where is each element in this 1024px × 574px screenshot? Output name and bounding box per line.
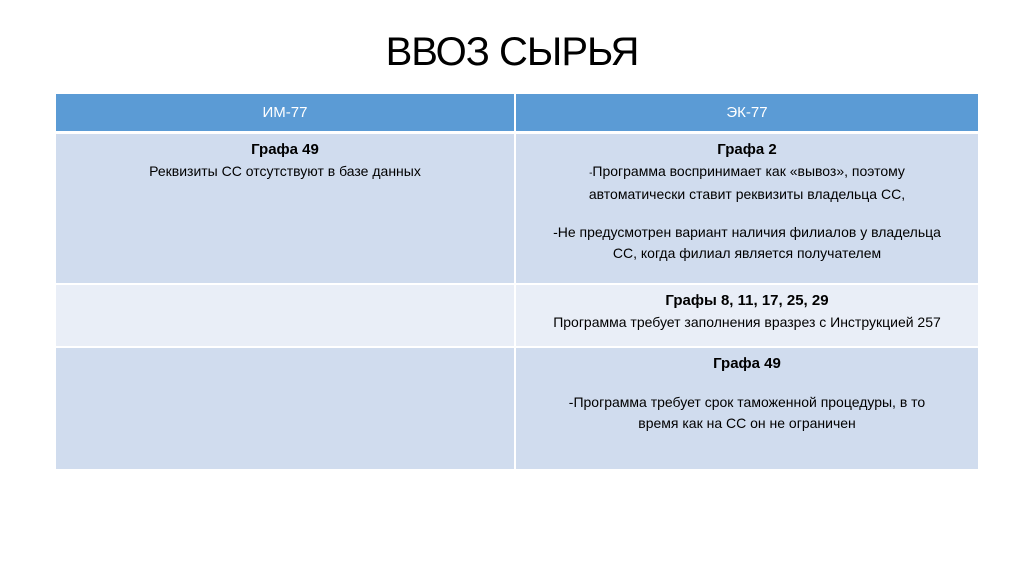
table-cell-ek77 [515,133,978,285]
table-cell-im77 [56,284,515,347]
column-header-ek77: ЭК-77 [515,94,978,133]
table-row [56,284,978,347]
cell-heading: Графа 49 [251,141,319,158]
cell-text-line: -Не предусмотрен вариант наличия филиалов у владельца [553,224,941,240]
cell-heading: Графа 2 [717,141,777,158]
table-header-row [56,94,978,133]
table-row [56,347,978,469]
cell-text: Реквизиты СС отсутствуют в базе данных [149,163,421,179]
table-cell-ek77 [515,347,978,469]
cell-heading: Графы 8, 11, 17, 25, 29 [665,292,829,309]
cell-text: Программа воспринимает как «вывоз», поэтому [592,163,905,179]
comparison-table [56,94,978,469]
cell-text: Программа требует заполнения вразрез с Инструкцией 257 [553,314,941,330]
dash-marker: - [589,168,593,179]
page-title: ВВОЗ СЫРЬЯ [385,30,639,74]
cell-text-line: СС, когда филиал является получателем [612,245,882,261]
cell-text-line: автоматически ставит реквизиты владельца СС, [588,186,906,202]
table-cell-im77 [56,133,515,285]
column-header-im77: ИМ-77 [56,94,515,133]
table-cell-im77 [56,347,515,469]
table-cell-ek77 [515,284,978,347]
cell-text-line: -Программа требует срок таможенной процедуры, в то [568,394,926,410]
cell-text-line: время как на СС он не ограничен [638,415,856,431]
paragraph-gap [526,375,968,392]
cell-text-line [526,161,968,184]
paragraph-gap [526,205,968,222]
cell-heading: Графа 49 [713,355,781,372]
table-row [56,133,978,285]
